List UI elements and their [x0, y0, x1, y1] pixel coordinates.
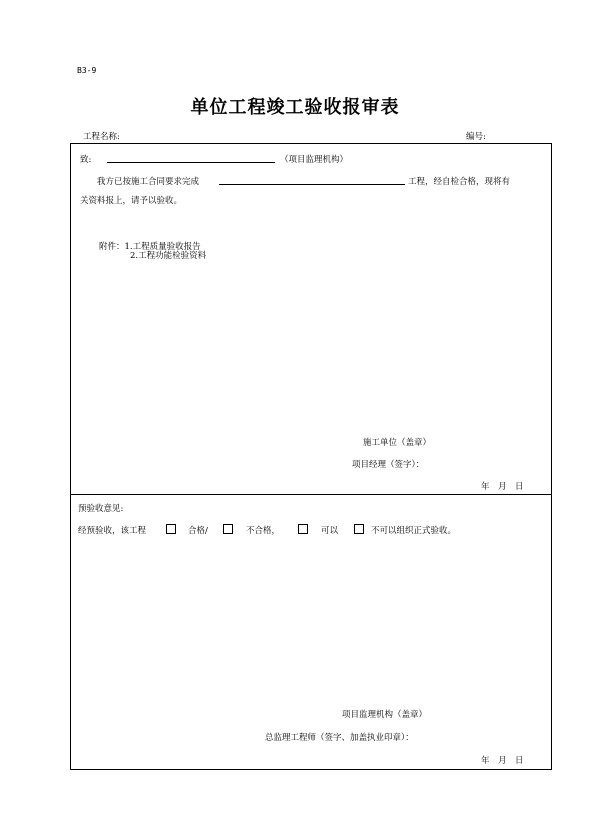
- opinion-label: 预验收意见:: [78, 504, 124, 514]
- body-suffix: 工程，经自检合格，现将有: [408, 177, 511, 187]
- page-title: 单位工程竣工验收报审表: [190, 97, 400, 118]
- supervisor-org-seal-label: 项目监理机构（盖章）: [342, 710, 428, 720]
- option-cannot-label: 不可以组织正式验收。: [371, 526, 457, 536]
- attachment-2: 2.工程功能检验资料: [130, 251, 207, 261]
- project-blank-line[interactable]: [219, 184, 405, 185]
- attachments-label: 附件：1.工程质量验收报告: [99, 242, 201, 252]
- to-label: 致:: [80, 155, 92, 165]
- to-suffix: （项目监理机构）: [280, 155, 349, 165]
- recipient-blank-line[interactable]: [107, 162, 275, 163]
- can-accept-checkbox[interactable]: [298, 524, 308, 534]
- form-code: B3-9: [77, 66, 97, 75]
- option-fail-label: 不合格，: [246, 526, 281, 536]
- review-date-label: 年 月 日: [481, 756, 524, 766]
- option-pass-label: 合格/: [188, 526, 208, 536]
- result-prefix: 经预验收，该工程: [78, 526, 147, 536]
- submission-date-label: 年 月 日: [481, 482, 524, 492]
- body-line-2: 关资料报上，请予以验收。: [80, 196, 183, 206]
- project-manager-signature-label: 项目经理（签字）：: [352, 460, 425, 470]
- option-can-label: 可以: [321, 526, 339, 536]
- form-table: [70, 143, 552, 770]
- project-name-label: 工程名称:: [83, 132, 120, 142]
- pass-checkbox[interactable]: [166, 524, 176, 534]
- body-prefix: 我方已按施工合同要求完成: [97, 177, 200, 187]
- section-divider: [70, 494, 552, 495]
- fail-checkbox[interactable]: [223, 524, 233, 534]
- number-label: 编号:: [466, 132, 486, 142]
- contractor-seal-label: 施工单位（盖章）: [363, 438, 432, 448]
- cannot-accept-checkbox[interactable]: [354, 524, 364, 534]
- chief-engineer-signature-label: 总监理工程师（签字、加盖执业印章）：: [265, 733, 414, 743]
